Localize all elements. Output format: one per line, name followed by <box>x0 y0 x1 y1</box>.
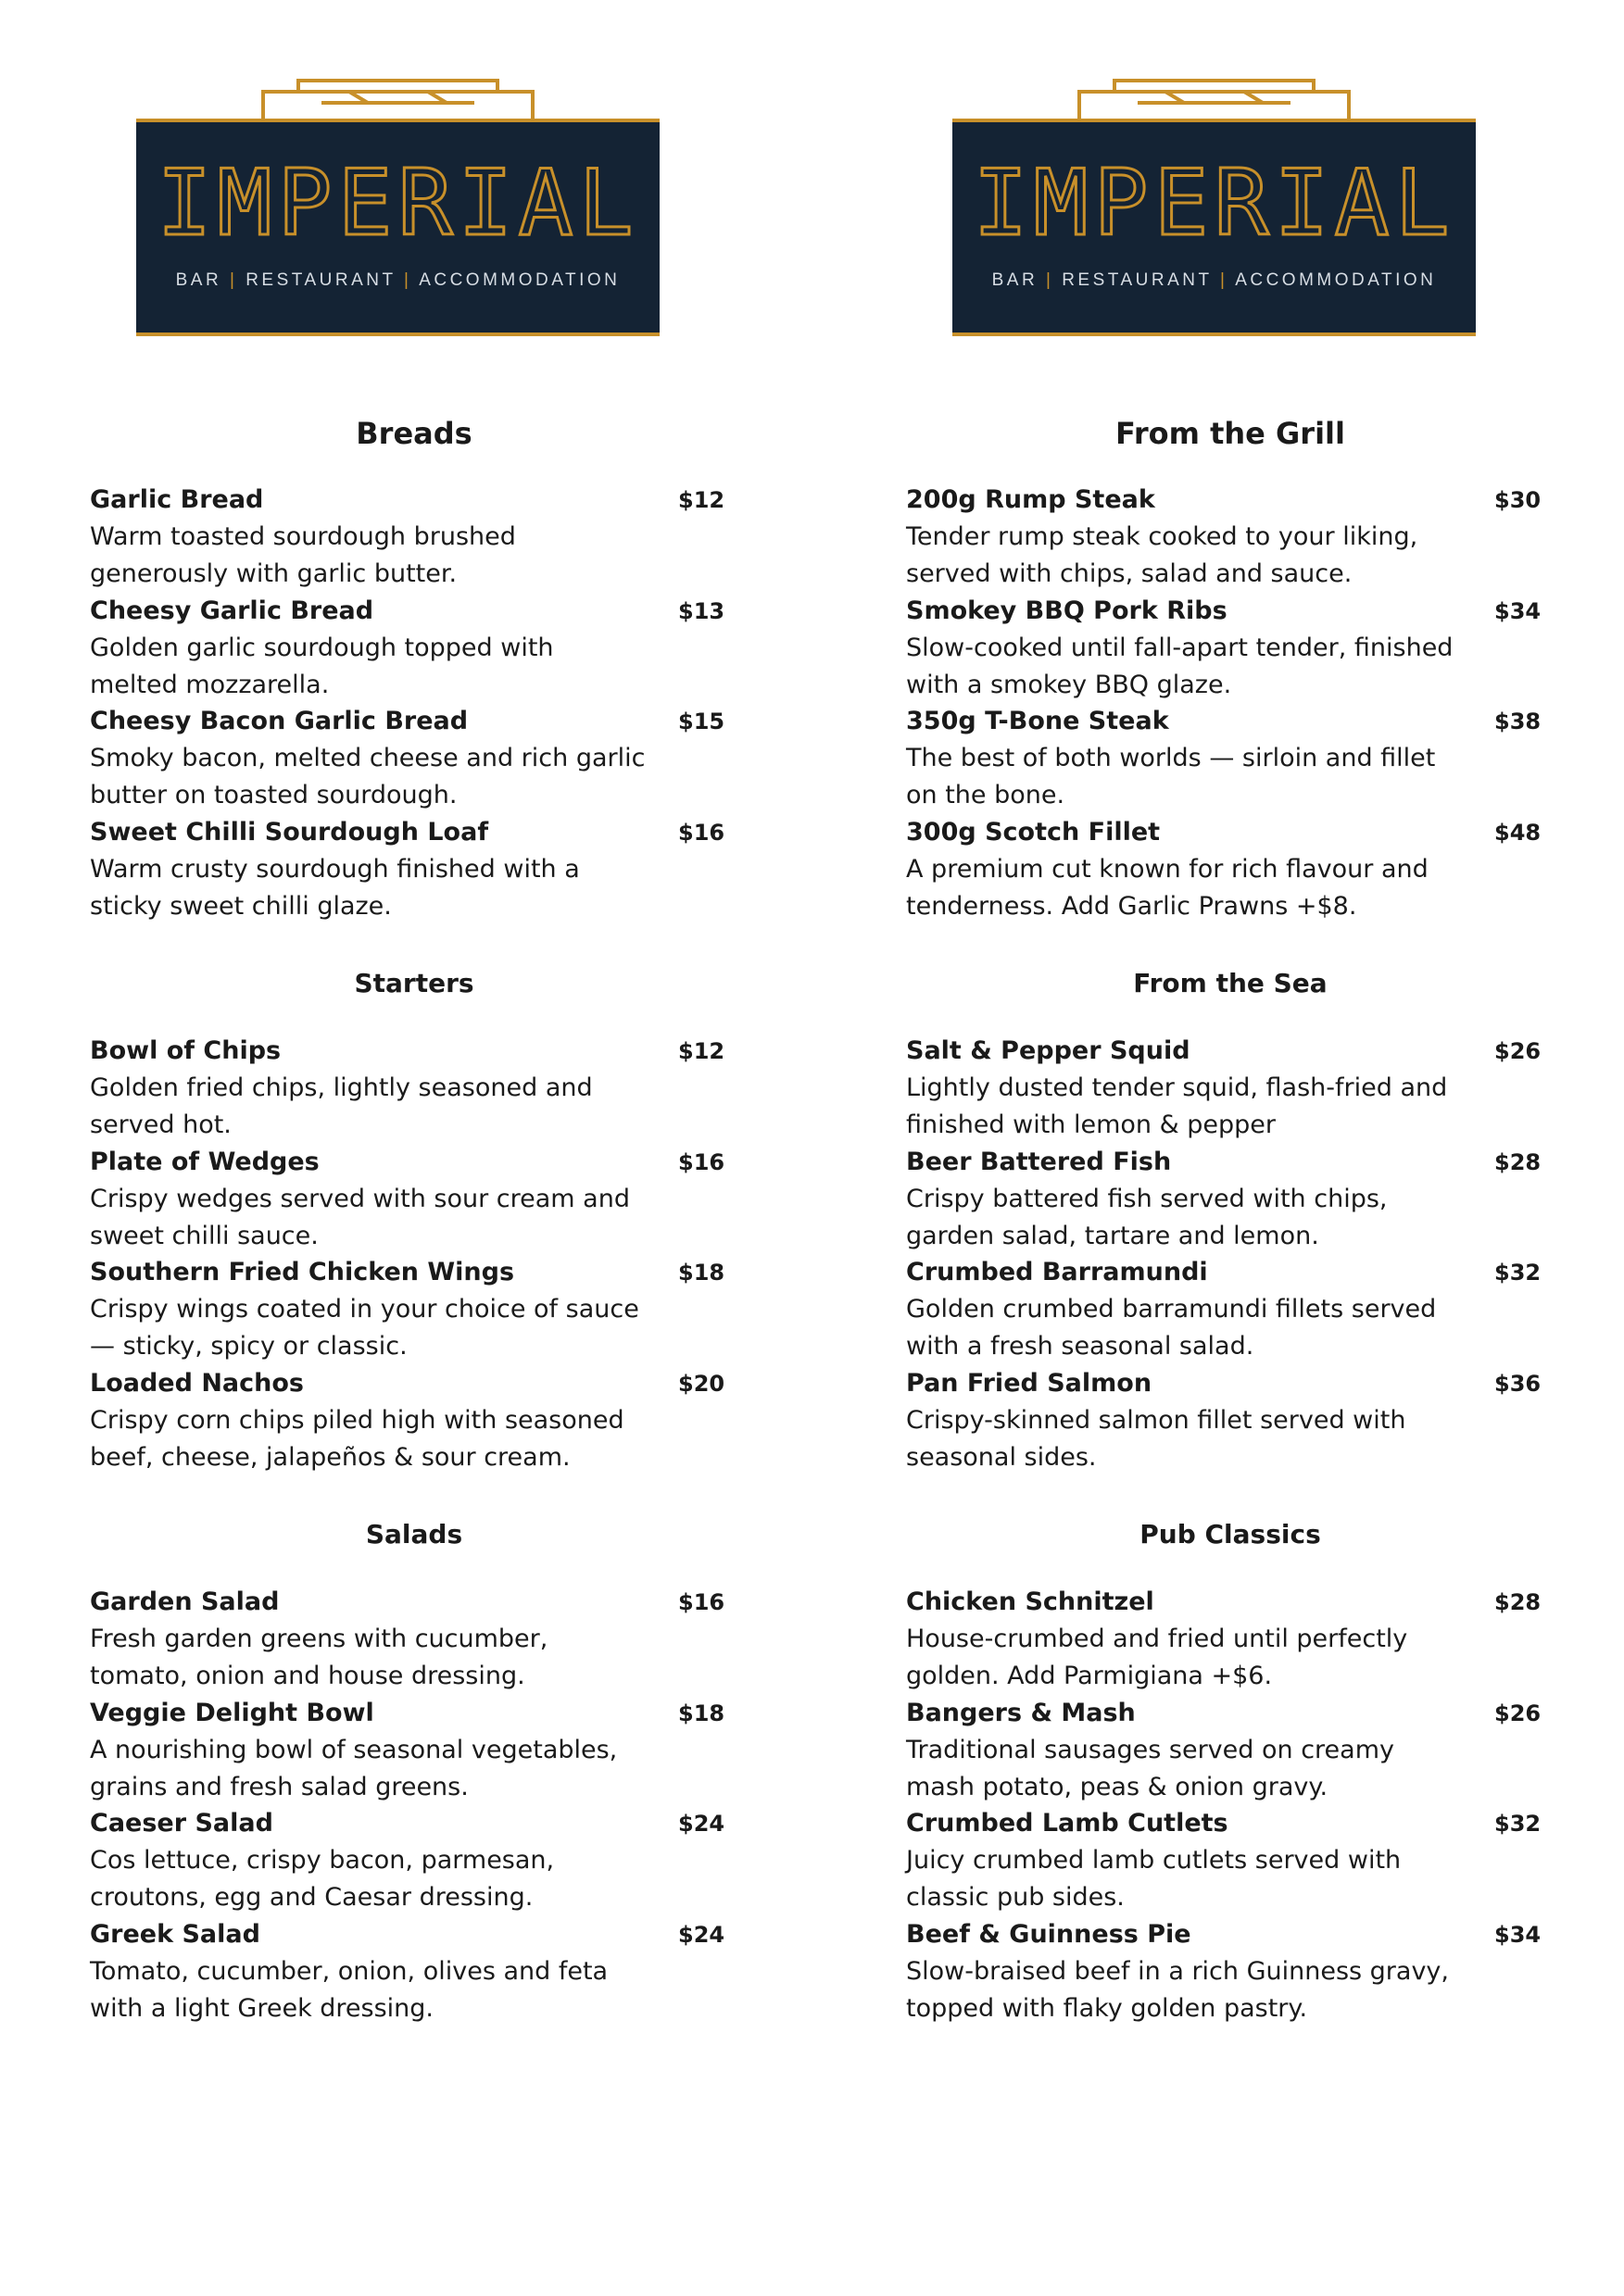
menu-item <box>90 1254 738 1365</box>
item-name: Beer Battered Fish <box>906 1147 1172 1176</box>
logo-roof-icon <box>136 79 660 120</box>
menu-item <box>90 593 738 704</box>
item-description: Fresh garden greens with cucumber, tomato, onion and house dressing. <box>90 1625 548 1690</box>
item-description: Warm toasted sourdough brushed generously with garlic butter. <box>90 522 516 588</box>
item-price: $12 <box>678 487 725 513</box>
item-price: $28 <box>1494 1589 1542 1615</box>
item-name: Veggie Delight Bowl <box>90 1698 374 1727</box>
item-description: Tomato, cucumber, onion, olives and feta with a light Greek dressing. <box>90 1956 609 2023</box>
logo-panel <box>136 119 660 336</box>
item-name: Crumbed Lamb Cutlets <box>906 1809 1228 1838</box>
section-items-pub-classics <box>906 1584 1555 2026</box>
menu-item <box>90 1695 738 1806</box>
item-price: $26 <box>1494 1700 1542 1726</box>
menu-item <box>90 703 738 814</box>
imperial-logo <box>136 79 660 343</box>
item-name: Cheesy Garlic Bread <box>90 596 374 625</box>
item-price: $16 <box>678 1589 725 1615</box>
item-description: Golden garlic sourdough topped with melted mozzarella. <box>90 633 554 699</box>
section-title: From the Sea <box>1133 968 1328 998</box>
item-name: 350g T-Bone Steak <box>906 707 1169 735</box>
section-items-salads <box>90 1584 738 2026</box>
section-title: Salads <box>365 1519 463 1549</box>
menu-item <box>906 703 1555 814</box>
section-starters <box>90 965 738 1002</box>
menu-item <box>906 1916 1555 2027</box>
item-name: 300g Scotch Fillet <box>906 817 1161 847</box>
item-description: Crispy wings coated in your choice of sauce — sticky, spicy or classic. <box>90 1295 639 1361</box>
menu-item <box>906 1144 1555 1255</box>
menu-item <box>906 1365 1555 1476</box>
item-name: Chicken Schnitzel <box>906 1587 1154 1616</box>
section-title: Starters <box>354 968 474 998</box>
item-description: A premium cut known for rich flavour and tenderness. Add Garlic Prawns +$8. <box>906 854 1429 921</box>
item-name: Cheesy Bacon Garlic Bread <box>90 707 469 735</box>
menu-item <box>90 1916 738 2027</box>
item-price: $32 <box>1494 1811 1542 1837</box>
item-price: $48 <box>1494 819 1542 846</box>
item-price: $16 <box>678 1148 725 1175</box>
item-description: Crispy-skinned salmon fillet served with seasonal sides. <box>906 1405 1406 1472</box>
item-description: Crispy corn chips piled high with seasoned beef, cheese, jalapeños & sour cream. <box>90 1405 624 1472</box>
item-description: Juicy crumbed lamb cutlets served with classic pub sides. <box>906 1846 1402 1912</box>
item-price: $30 <box>1494 487 1542 513</box>
item-description: Slow-braised beef in a rich Guinness gravy, topped with flaky golden pastry. <box>906 1956 1449 2023</box>
item-name: Sweet Chilli Sourdough Loaf <box>90 817 489 847</box>
item-name: Beef & Guinness Pie <box>906 1919 1191 1949</box>
item-description: Slow-cooked until fall-apart tender, finished with a smokey BBQ glaze. <box>906 633 1454 699</box>
item-name: Southern Fried Chicken Wings <box>90 1258 515 1286</box>
section-from-the-grill <box>906 415 1555 452</box>
item-price: $13 <box>678 597 725 624</box>
logo-panel <box>952 119 1476 336</box>
menu-item <box>90 1144 738 1255</box>
logo-tagline: BAR | RESTAURANT | ACCOMMODATION <box>991 270 1437 290</box>
item-name: Smokey BBQ Pork Ribs <box>906 596 1227 625</box>
section-items-sea <box>906 1033 1555 1475</box>
menu-item <box>90 1033 738 1144</box>
menu-item <box>906 814 1555 925</box>
item-price: $32 <box>1494 1260 1542 1286</box>
menu-item <box>906 482 1555 593</box>
item-name: Garden Salad <box>90 1587 280 1616</box>
menu-item <box>906 1695 1555 1806</box>
item-description: Traditional sausages served on creamy mash potato, peas & onion gravy. <box>906 1735 1394 1801</box>
item-description: Cos lettuce, crispy bacon, parmesan, croutons, egg and Caesar dressing. <box>90 1846 555 1912</box>
item-description: Smoky bacon, melted cheese and rich garlic butter on toasted sourdough. <box>90 744 646 809</box>
menu-item <box>906 1805 1555 1916</box>
item-price: $16 <box>678 819 725 846</box>
item-name: Greek Salad <box>90 1919 260 1949</box>
item-name: Garlic Bread <box>90 485 264 514</box>
item-price: $24 <box>678 1921 725 1948</box>
item-name: Crumbed Barramundi <box>906 1258 1208 1286</box>
menu-item <box>90 1805 738 1916</box>
imperial-logo <box>952 79 1476 343</box>
menu-item <box>906 1584 1555 1695</box>
item-price: $34 <box>1494 1921 1542 1948</box>
section-salads <box>90 1516 738 1553</box>
menu-item <box>906 593 1555 704</box>
item-price: $24 <box>678 1811 725 1837</box>
item-description: Warm crusty sourdough finished with a sticky sweet chilli glaze. <box>90 854 580 921</box>
item-price: $18 <box>678 1260 725 1286</box>
item-description: Lightly dusted tender squid, flash-fried and finished with lemon & pepper <box>906 1073 1448 1139</box>
item-price: $28 <box>1494 1148 1542 1175</box>
menu-item <box>90 482 738 593</box>
section-items-grill <box>906 482 1555 924</box>
item-price: $12 <box>678 1038 725 1064</box>
item-description: House-crumbed and fried until perfectly golden. Add Parmigiana +$6. <box>906 1625 1408 1690</box>
logo-roof-icon <box>952 79 1476 120</box>
item-name: 200g Rump Steak <box>906 485 1155 514</box>
item-name: Pan Fried Salmon <box>906 1368 1152 1398</box>
section-from-the-sea <box>906 965 1555 1002</box>
logo-wordmark: IMPERIAL <box>157 151 639 257</box>
item-price: $18 <box>678 1700 725 1726</box>
logo-wordmark: IMPERIAL <box>973 151 1455 257</box>
item-name: Plate of Wedges <box>90 1147 320 1176</box>
item-description: Golden fried chips, lightly seasoned and served hot. <box>90 1073 593 1139</box>
section-title: From the Grill <box>1115 416 1345 451</box>
item-name: Bangers & Mash <box>906 1698 1136 1727</box>
section-items-starters <box>90 1033 738 1475</box>
section-title: Breads <box>356 416 472 451</box>
item-name: Loaded Nachos <box>90 1368 305 1398</box>
menu-item <box>906 1033 1555 1144</box>
item-name: Salt & Pepper Squid <box>906 1036 1190 1065</box>
section-pub-classics <box>906 1516 1555 1553</box>
item-price: $38 <box>1494 709 1542 734</box>
menu-item <box>906 1254 1555 1365</box>
item-description: Golden crumbed barramundi fillets served with a fresh seasonal salad. <box>906 1295 1437 1361</box>
item-price: $20 <box>678 1370 725 1397</box>
menu-item <box>90 814 738 925</box>
section-items-breads <box>90 482 738 924</box>
logo-tagline: BAR | RESTAURANT | ACCOMMODATION <box>175 270 621 290</box>
section-breads <box>90 415 738 452</box>
item-description: A nourishing bowl of seasonal vegetables, grains and fresh salad greens. <box>90 1735 618 1801</box>
item-description: Crispy wedges served with sour cream and sweet chilli sauce. <box>90 1184 630 1250</box>
item-price: $36 <box>1494 1370 1542 1397</box>
item-name: Bowl of Chips <box>90 1036 282 1065</box>
menu-item <box>90 1584 738 1695</box>
section-title: Pub Classics <box>1139 1519 1321 1549</box>
item-price: $15 <box>678 709 725 734</box>
item-name: Caeser Salad <box>90 1809 273 1838</box>
item-description: The best of both worlds — sirloin and fillet on the bone. <box>906 744 1436 809</box>
menu-item <box>90 1365 738 1476</box>
item-description: Tender rump steak cooked to your liking, served with chips, salad and sauce. <box>906 522 1418 588</box>
item-description: Crispy battered fish served with chips, garden salad, tartare and lemon. <box>906 1184 1388 1250</box>
item-price: $34 <box>1494 597 1542 624</box>
item-price: $26 <box>1494 1038 1542 1064</box>
